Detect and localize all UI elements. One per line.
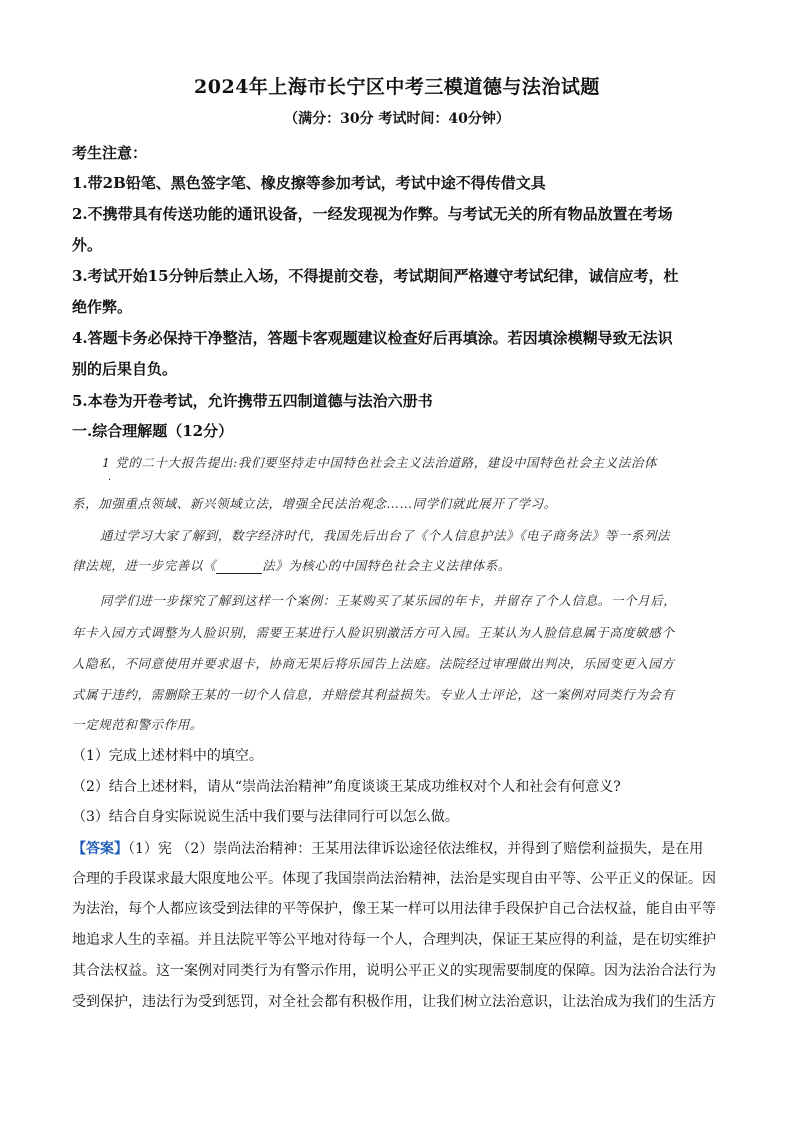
material-line: 通过学习大家了解到，数字经济时代，我国先后出台了《个人信息护法》《电子商务法》等一系列法: [100, 528, 671, 543]
section-heading: 一.综合理解题（12分）: [72, 422, 234, 440]
material-line: 一定规范和警示作用。: [72, 717, 204, 732]
answer-line: 为法治，每个人都应该受到法律的平等保护，像王某一样可以用法律手段保护自己合法权益，能自由平等: [72, 901, 716, 917]
question-1: （1）完成上述材料中的填空。: [72, 748, 263, 764]
answer-line: 【答案】（1）宪 （2）崇尚法治精神：王某用法律诉讼途径依法维权，并得到了赔偿利益损失，是在用: [72, 841, 704, 857]
page-title: 2024年上海市长宁区中考三模道德与法治试题: [194, 76, 600, 98]
notice-item: 5.本卷为开卷考试，允许携带五四制道德与法治六册书: [72, 392, 433, 410]
answer-line: 合理的手段谋求最大限度地公平。体现了我国崇尚法治精神，法治是实现自由平等、公平正义的保证。因: [72, 871, 716, 887]
answer-line: 受到保护，违法行为受到惩罚，对全社会都有积极作用，让我们树立法治意识，让法治成为我们的生活方: [72, 994, 716, 1010]
notice-item: 4.答题卡务必保持干净整洁，答题卡客观题建议检查好后再填涂。若因填涂模糊导致无法识: [72, 329, 673, 347]
notice-item: 2.不携带具有传送功能的通讯设备，一经发现视为作弊。与考试无关的所有物品放置在考场: [72, 205, 673, 223]
material-line: 1 党的二十大报告提出:我们要坚持走中国特色社会主义法治道路，建设中国特色社会主义法治体: [102, 455, 658, 470]
material-line: 律法规，进一步完善以《 法》为核心的中国特色社会主义法律体系。: [72, 558, 512, 573]
answer-tag: 【答案】: [72, 841, 128, 857]
notice-item: 3.考试开始15分钟后禁止入场，不得提前交卷，考试期间严格遵守考试纪律，诚信应考，杜: [72, 267, 679, 285]
exam-info: （满分：30分 考试时间：40分钟）: [284, 111, 510, 127]
material-line: 人隐私，不同意使用并要求退卡，协商无果后将乐园告上法庭。法院经过审理做出判决，乐园变更入园方: [72, 656, 675, 671]
material-line: 系，加强重点领域、新兴领域立法，增强全民法治观念……同学们就此展开了学习。: [72, 496, 557, 511]
question-2: （2）结合上述材料，请从“崇尚法治精神”角度谈谈王某成功维权对个人和社会有何意义?: [72, 779, 621, 795]
material-line: 式属于违约，需删除王某的一切个人信息，并赔偿其利益损失。专业人士评论，这一案例对同类行为会有: [72, 687, 675, 702]
notice-item: 外。: [72, 236, 103, 254]
material-line: 年卡入园方式调整为人脸识别，需要王某进行人脸识别激活方可入园。王某认为人脸信息属于高度敏感个: [72, 625, 675, 640]
notice-heading: 考生注意：: [72, 144, 148, 162]
notice-item: 1.带2B铅笔、黑色签字笔、橡皮擦等参加考试，考试中途不得传借文具: [72, 174, 546, 192]
material-line: 同学们进一步探究了解到这样一个案例：王某购买了某乐园的年卡，并留存了个人信息。一个月后，: [100, 593, 677, 608]
fill-blank: [216, 558, 262, 574]
notice-item: 别的后果自负。: [72, 360, 178, 378]
notice-item: 绝作弊。: [72, 298, 133, 316]
answer-line: 地追求人生的幸福。并且法院平等公平地对待每一个人，合理判决，保证王某应得的利益，是在切实维护: [72, 932, 716, 948]
answer-line: 其合法权益。这一案例对同类行为有警示作用，说明公平正义的实现需要制度的保障。因为法治合法行为: [72, 963, 716, 979]
question-3: （3）结合自身实际说说生活中我们要与法律同行可以怎么做。: [72, 809, 459, 825]
question-number-dot: ·: [108, 475, 112, 486]
